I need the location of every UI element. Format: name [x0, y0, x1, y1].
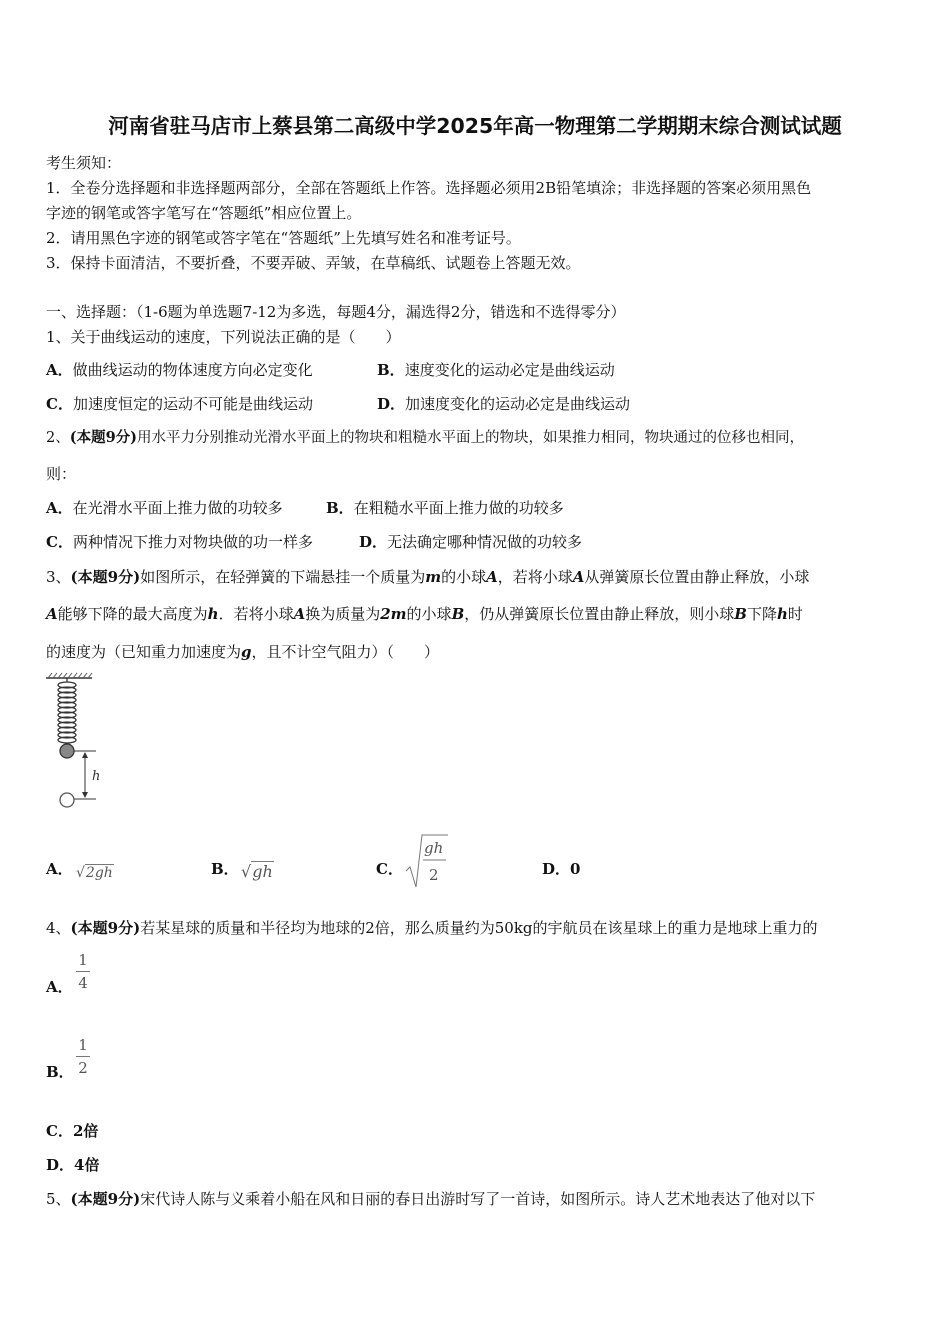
q4-option-d	[46, 1155, 99, 1175]
q2-option-a	[46, 498, 283, 518]
option-text: 两种情况下推力对物块做的功一样多	[72, 533, 313, 551]
ceiling-icon	[46, 673, 92, 678]
sqrt-symbol: √	[241, 862, 252, 881]
option-label: D．	[46, 1156, 75, 1174]
option-label: C．	[46, 395, 73, 413]
ball-top-icon	[60, 744, 74, 758]
option-label: B．	[46, 1063, 74, 1081]
option-label: D．	[377, 395, 406, 413]
symbol-a: A	[293, 605, 306, 623]
notice-item-1: 1．全卷分选择题和非选择题两部分，全部在答题纸上作答。选择题必须用2B铅笔填涂；非选择题的答案必须用黑色	[46, 179, 812, 197]
notice-heading: 考生须知：	[46, 154, 122, 172]
question-score: (本题9分)	[69, 429, 138, 446]
text-run: 的小球	[441, 568, 487, 586]
text-run: 换为质量为	[305, 605, 381, 623]
option-text: 0	[570, 860, 581, 878]
option-label: C．	[376, 860, 403, 878]
option-label: A．	[46, 860, 73, 878]
option-label: A．	[46, 361, 73, 379]
q3-option-b-math	[241, 862, 274, 882]
symbol-a: A	[486, 568, 498, 586]
q4-option-c	[46, 1121, 98, 1141]
q2-option-b	[326, 498, 564, 518]
option-label: D．	[542, 860, 571, 878]
text-run: ．若将小球	[218, 605, 294, 623]
text-run: ，且不计空气阻力）（ ）	[251, 643, 440, 661]
option-text: 加速度变化的运动必定是曲线运动	[405, 395, 631, 413]
question-number: 5、	[46, 1190, 71, 1208]
q1-option-a	[46, 360, 313, 380]
q1-option-c	[46, 394, 313, 414]
q3-option-b-label	[211, 859, 239, 879]
frac-den: 2	[429, 866, 439, 884]
symbol-m: m	[425, 568, 442, 586]
q4-option-b-fraction	[76, 1036, 90, 1077]
option-text: 速度变化的运动必定是曲线运动	[404, 361, 615, 379]
q3-option-c-label	[376, 859, 403, 879]
text-run: ，仍从弹簧原长位置由静止释放，则小球	[464, 605, 735, 623]
option-text: 在粗糙水平面上推力做的功较多	[353, 499, 564, 517]
arrow-head-down-icon	[82, 792, 88, 798]
text-run: 从弹簧原长位置由静止释放，小球	[584, 568, 810, 586]
text-run: 能够下降的最大高度为	[57, 605, 208, 623]
question-text: 若某星球的质量和半径均为地球的2倍，那么质量约为50kg的宇航员在该星球上的重力是地球上重力的	[140, 919, 818, 937]
q3-option-a-math	[76, 862, 114, 883]
question-number: 4、	[46, 919, 71, 937]
ball-bottom-icon	[60, 793, 74, 807]
math-value: gh	[252, 862, 273, 881]
text-run: 时	[787, 605, 803, 623]
option-text: 2倍	[72, 1122, 99, 1140]
text-run: 下降	[746, 605, 777, 623]
question-number: 3、	[46, 568, 71, 586]
q3-option-d	[542, 859, 580, 879]
q3-stem-line-2	[46, 604, 803, 624]
notice-item-3: 3．保持卡面清洁，不要折叠，不要弄破、弄皱，在草稿纸、试题卷上答题无效。	[46, 254, 581, 272]
question-text: 用水平力分别推动光滑水平面上的物块和粗糙水平面上的物块，如果推力相同，物块通过的位移也相同，	[137, 430, 805, 446]
option-label: B．	[326, 499, 354, 517]
spring-coil-icon	[58, 678, 76, 745]
option-label: B．	[211, 860, 239, 878]
option-label: A．	[46, 499, 73, 517]
text-run: 的小球	[406, 605, 452, 623]
q3-stem-line-1	[46, 567, 809, 587]
frac-bar	[76, 971, 90, 972]
notice-item-1-cont: 字迹的钢笔或答字笔写在“答题纸”相应位置上。	[46, 204, 362, 222]
symbol-h: h	[776, 605, 788, 623]
question-text: 宋代诗人陈与义乘着小船在风和日丽的春日出游时写了一首诗，如图所示。诗人艺术地表达了他对以下	[140, 1190, 816, 1208]
symbol-a: A	[572, 568, 585, 586]
option-text: 做曲线运动的物体速度方向必定变化	[72, 361, 313, 379]
text-run: 的速度为（已知重力加速度为	[46, 643, 242, 661]
frac-den: 4	[78, 974, 88, 992]
q4-option-a-fraction	[76, 951, 90, 992]
symbol-2m: 2m	[380, 605, 407, 623]
frac-num: gh	[424, 839, 444, 857]
q2-option-d	[359, 532, 582, 552]
question-score: (本题9分)	[70, 1190, 141, 1208]
q5-stem	[46, 1189, 815, 1209]
symbol-b: B	[734, 605, 747, 623]
q4-stem	[46, 918, 818, 938]
option-text: 在光滑水平面上推力做的功较多	[72, 499, 283, 517]
q3-stem-line-3	[46, 642, 439, 662]
question-score: (本题9分)	[70, 919, 141, 937]
option-text: 4倍	[74, 1156, 100, 1174]
height-label: h	[92, 769, 101, 784]
math-value: 2gh	[85, 865, 113, 881]
text-run: 如图所示，在轻弹簧的下端悬挂一个质量为	[140, 568, 426, 586]
q3-option-a-label	[46, 859, 73, 879]
frac-num: 1	[78, 951, 88, 969]
q2-stem	[46, 428, 804, 448]
option-text: 无法确定哪种情况做的功较多	[387, 533, 583, 551]
symbol-h: h	[207, 605, 219, 623]
option-label: A．	[46, 978, 73, 996]
q1-stem: 1、关于曲线运动的速度，下列说法正确的是（ ）	[46, 328, 401, 346]
spring-figure	[40, 672, 110, 812]
q1-option-d	[377, 394, 630, 414]
q3-option-c-math	[404, 833, 450, 889]
frac-bar	[76, 1056, 90, 1057]
option-text: 加速度恒定的运动不可能是曲线运动	[72, 395, 313, 413]
notice-item-2: 2．请用黑色字迹的钢笔或答字笔在“答题纸”上先填写姓名和准考证号。	[46, 229, 521, 247]
q2-stem-cont: 则：	[46, 465, 77, 483]
frac-den: 2	[78, 1059, 88, 1077]
symbol-b: B	[451, 605, 465, 623]
option-label: C．	[46, 1122, 73, 1140]
question-number: 2、	[46, 430, 70, 446]
symbol-a: A	[46, 605, 58, 623]
sqrt-symbol: √	[76, 865, 85, 881]
section-heading: 一、选择题：（1-6题为单选题7-12为多选，每题4分，漏选得2分，错选和不选得零分）	[46, 303, 626, 321]
q4-option-b-label	[46, 1062, 74, 1082]
text-run: ，若将小球	[497, 568, 573, 586]
arrow-head-up-icon	[82, 752, 88, 758]
option-label: D．	[359, 533, 388, 551]
page-title: 河南省驻马店市上蔡县第二高级中学2025年高一物理第二学期期末综合测试试题	[108, 114, 842, 138]
frac-num: 1	[78, 1036, 88, 1054]
option-label: C．	[46, 533, 73, 551]
q4-option-a-label	[46, 977, 73, 997]
q2-option-c	[46, 532, 313, 552]
question-score: (本题9分)	[70, 568, 141, 586]
option-label: B．	[377, 361, 405, 379]
q1-option-b	[377, 360, 615, 380]
symbol-g: g	[241, 643, 252, 661]
